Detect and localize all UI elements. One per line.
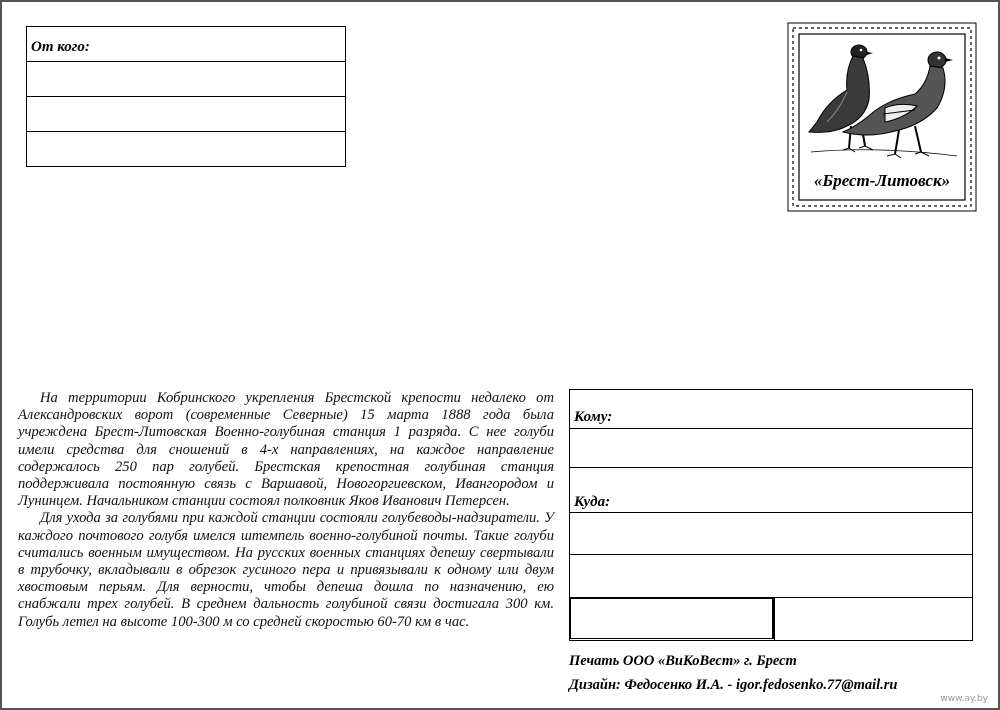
- sender-box: [26, 26, 346, 167]
- recipient-line-2[interactable]: [570, 467, 972, 468]
- stamp-caption: «Брест-Литовск»: [813, 171, 951, 190]
- history-paragraph-2: Для ухода за голубями при каждой станции состояли голубеводы-надзиратели. У каждого почтового голубя имелся штемпель военно-голубиной почты. Такие голуби считались военным имуществом. На русских военных станциях депешу свертывали в трубочку, вкладывали в обрезок гусиного пера и привязывали к одному или двум хвостовым перьям. Для верности, чтобы депеша дошла по назначению, ею снабжали трех голубей. В среднем дальность голубиной связи достигала 300 км. Голубь летел на высоте 100-300 м со средней скоростью 60-70 км в час.: [18, 510, 554, 630]
- address-line-2[interactable]: [570, 554, 972, 555]
- sender-label: От кого:: [31, 39, 90, 55]
- design-credit: Дизайн: Федосенко И.А. - igor.fedosenko.77@mail.ru: [569, 677, 898, 693]
- sender-row-4[interactable]: [27, 132, 345, 166]
- pigeons-illustration-icon: [787, 22, 977, 212]
- sender-row-1[interactable]: [27, 27, 345, 62]
- history-paragraph-1: На территории Кобринского укрепления Брестской крепости недалеко от Александровских ворот (современные Северные) 15 марта 1888 года была учреждена Брест-Литовская Военно-голубиная станция 1 разряда. С нее голуби имели средства для сношений в 4-х направлениях, на каждое направление содержалось 250 пар голубей. Брестская крепостная голубиная станция поддерживала постоянную связь с Варшавой, Новогоргиевском, Ивангородом и Лунинцем. Начальником станции состоял полковник Яков Иванович Петерсен.: [18, 390, 554, 510]
- sender-row-2[interactable]: [27, 62, 345, 97]
- recipient-line-1[interactable]: [570, 428, 972, 429]
- address-line-1[interactable]: [570, 512, 972, 513]
- watermark: www.ay.by: [940, 694, 988, 704]
- where-label: Куда:: [574, 494, 611, 510]
- to-label: Кому:: [574, 409, 613, 425]
- recipient-box: [569, 389, 973, 641]
- city-field[interactable]: [774, 597, 973, 640]
- sender-row-3[interactable]: [27, 97, 345, 132]
- history-text: [18, 390, 554, 631]
- postal-code-box[interactable]: [570, 597, 774, 639]
- postage-stamp: [787, 22, 977, 212]
- print-credit: Печать ООО «ВиКоВест» г. Брест: [569, 653, 797, 669]
